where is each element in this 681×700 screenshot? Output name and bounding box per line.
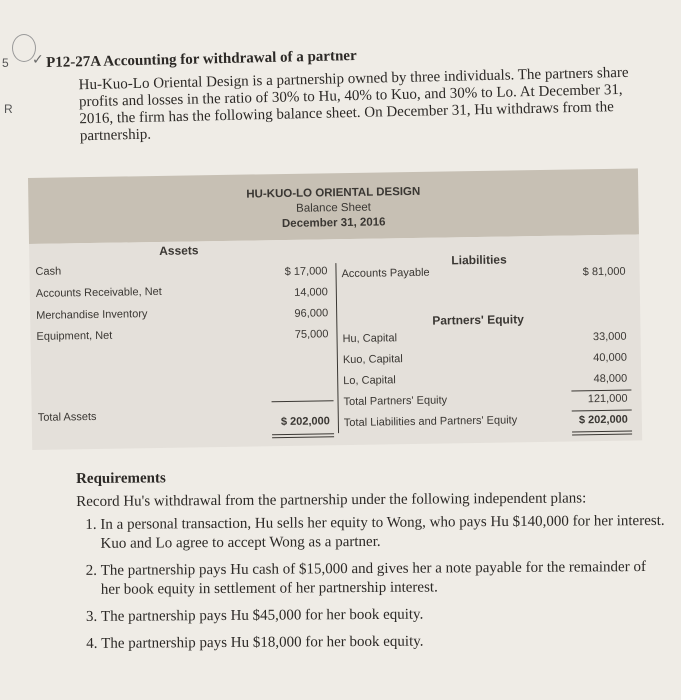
- problem-intro: Hu-Kuo-Lo Oriental Design is a partnership owned by three individuals. The partners share profits and losses in the ratio of 30% to Hu, 40% to Kuo, and 30% to Lo. At December 31, 2016, the firm has the following balance sheet. On December 31, Hu withdraws from the partnership.: [78, 64, 629, 145]
- problem-statement: [46, 41, 658, 146]
- statement-name: Balance Sheet: [296, 201, 372, 215]
- balance-sheet-header: [28, 168, 639, 244]
- margin-letter: R: [4, 102, 13, 116]
- statement-date: December 31, 2016: [281, 216, 386, 231]
- asset-label: Equipment, Net: [36, 329, 113, 343]
- balance-sheet-body: [29, 234, 642, 450]
- asset-amount: $ 17,000: [284, 265, 328, 278]
- total-liabilities-equity-label: Total Liabilities and Partners' Equity: [343, 414, 518, 430]
- asset-amount: 14,000: [294, 286, 328, 299]
- liability-label: Accounts Payable: [341, 266, 430, 281]
- requirements-intro: Record Hu's withdrawal from the partnership under the following independent plans:: [76, 490, 587, 510]
- equity-amount: 40,000: [593, 351, 627, 365]
- equity-total-rule: [572, 410, 632, 412]
- assets-double-rule: [272, 436, 334, 438]
- asset-label: Cash: [35, 265, 62, 278]
- asset-label: Merchandise Inventory: [36, 308, 148, 322]
- equity-label: Lo, Capital: [343, 374, 396, 388]
- liabilities-header: Liabilities: [451, 252, 507, 268]
- asset-amount: 75,000: [294, 328, 329, 341]
- company-name: HU-KUO-LO ORIENTAL DESIGN: [246, 185, 421, 201]
- assets-total-rule: [272, 400, 334, 402]
- problem-title: P12-27A Accounting for withdrawal of a partner: [46, 47, 357, 71]
- asset-label: Accounts Receivable, Net: [35, 285, 162, 300]
- requirement-item: 4. The partnership pays Hu $18,000 for her book equity.: [101, 631, 667, 654]
- column-divider: [335, 263, 339, 433]
- requirements-title: Requirements: [76, 470, 166, 487]
- le-double-rule: [572, 434, 632, 436]
- equity-amount: 48,000: [593, 372, 628, 386]
- equity-header: Partners' Equity: [432, 312, 524, 328]
- equity-subtotal-rule: [571, 390, 631, 392]
- equity-label: Kuo, Capital: [342, 353, 403, 367]
- balance-sheet: [28, 168, 642, 456]
- requirements-section: [76, 466, 667, 662]
- total-assets-amount: $ 202,000: [280, 415, 330, 429]
- assets-header: Assets: [159, 243, 199, 258]
- equity-total-amount: 121,000: [587, 392, 628, 406]
- requirements-list: [76, 512, 667, 654]
- liability-amount: $ 81,000: [582, 265, 626, 279]
- le-double-rule: [572, 431, 632, 433]
- total-liabilities-equity-amount: $ 202,000: [578, 413, 628, 427]
- requirement-item: 1. In a personal transaction, Hu sells her equity to Wong, who pays Hu $140,000 for her interest. Kuo and Lo agree to accept Wong as a partner.: [100, 512, 666, 554]
- requirement-item: 2. The partnership pays Hu cash of $15,000 and gives her a note payable for the remainder of her book equity in settlement of her partnership interest.: [101, 558, 667, 600]
- margin-number: 5: [2, 56, 9, 70]
- checkmark-icon: ✓: [32, 52, 44, 68]
- equity-label: Hu, Capital: [342, 332, 398, 346]
- requirement-item: 3. The partnership pays Hu $45,000 for her book equity.: [101, 604, 667, 627]
- total-assets-label: Total Assets: [37, 410, 97, 424]
- assets-double-rule: [272, 433, 334, 435]
- asset-amount: 96,000: [294, 307, 329, 320]
- equity-amount: 33,000: [592, 330, 627, 344]
- equity-total-label: Total Partners' Equity: [343, 394, 448, 409]
